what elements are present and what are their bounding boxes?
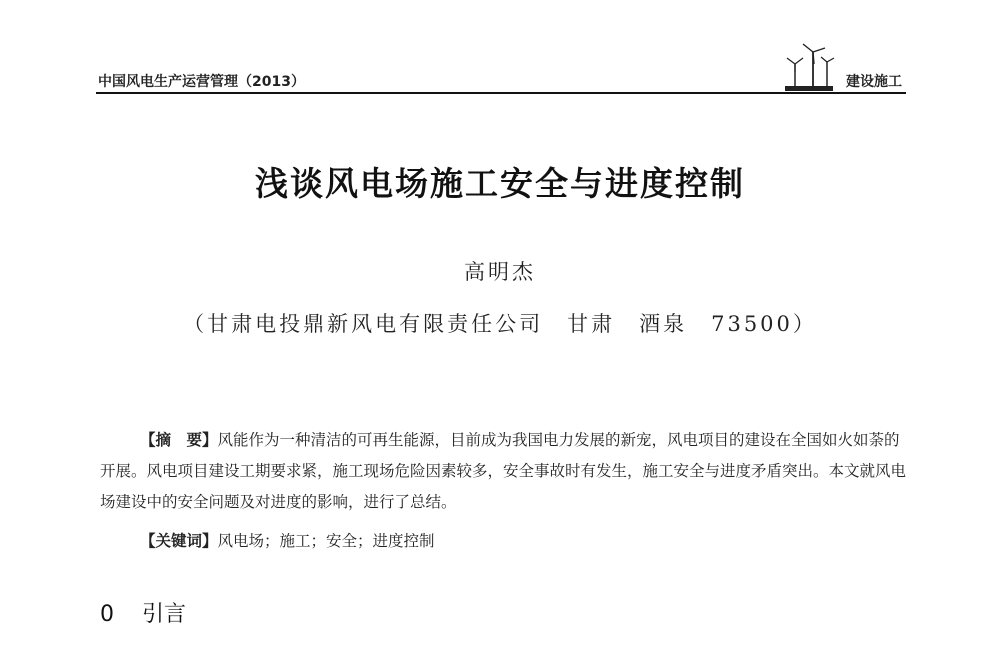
article-title: 浅谈风电场施工安全与进度控制	[255, 164, 745, 203]
author-name: 高明杰	[464, 260, 536, 284]
section-tag: 建设施工	[846, 74, 902, 90]
keywords	[140, 526, 435, 557]
section-title: 引言	[142, 602, 187, 627]
abstract-text: 风能作为一种清洁的可再生能源，目前成为我国电力发展的新宠，风电项目的建设在全国如火如荼的开展。风电项目建设工期要求紧，施工现场危险因素较多，安全事故时有发生，施工安全与进度矛盾突出。本文就风电场建设中的安全问题及对进度的影响，进行了总结。	[100, 431, 907, 511]
section-heading	[100, 597, 186, 628]
abstract-label: 【摘 要】	[140, 431, 218, 449]
journal-name: 中国风电生产运营管理（2013）	[98, 74, 305, 90]
page-header	[96, 40, 906, 96]
abstract	[100, 425, 912, 518]
wind-turbine-icon	[783, 40, 835, 92]
header-divider	[96, 92, 906, 94]
section-number: 0	[100, 602, 114, 627]
keywords-label: 【关键词】	[140, 532, 218, 550]
author-affiliation: （甘肃电投鼎新风电有限责任公司 甘肃 酒泉 73500）	[183, 312, 817, 336]
keywords-text: 风电场；施工；安全；进度控制	[217, 532, 435, 550]
